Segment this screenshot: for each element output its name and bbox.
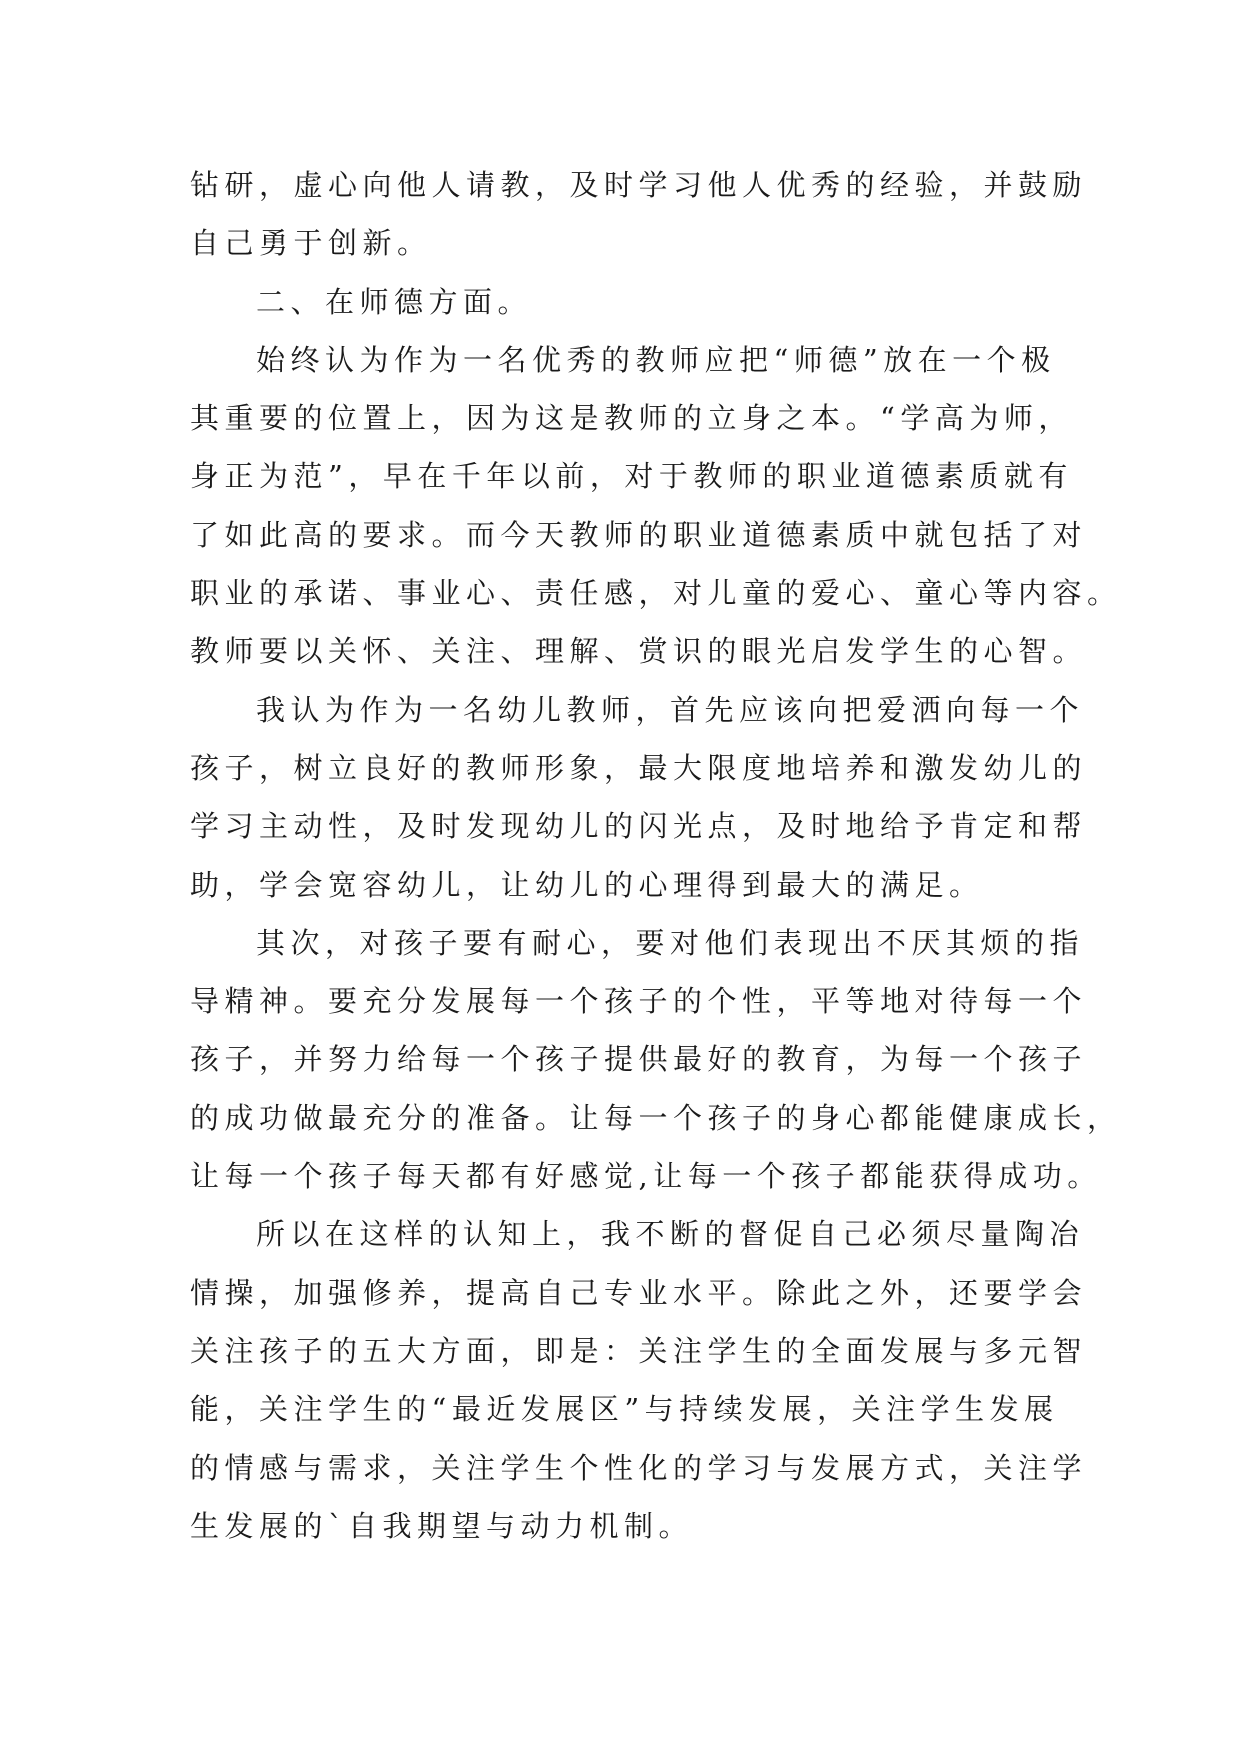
- text-line: 孩子，并努力给每一个孩子提供最好的教育，为每一个孩子: [190, 1042, 1088, 1077]
- text-line: 身正为范”，早在千年以前，对于教师的职业道德素质就有: [190, 459, 1073, 494]
- text-line: 职业的承诺、事业心、责任感，对儿童的爱心、童心等内容。: [190, 576, 1122, 611]
- text-line: 情操，加强修养，提高自己专业水平。除此之外，还要学会: [190, 1275, 1088, 1310]
- text-line: 的情感与需求，关注学生个性化的学习与发展方式，关注学: [190, 1450, 1088, 1485]
- text-line: 助，学会宽容幼儿，让幼儿的心理得到最大的满足。: [190, 867, 984, 902]
- text-line: 关注孩子的五大方面，即是：关注学生的全面发展与多元智: [190, 1333, 1088, 1368]
- section-heading: 二、在师德方面。: [256, 284, 533, 319]
- text-line: 了如此高的要求。而今天教师的职业道德素质中就包括了对: [190, 517, 1088, 552]
- text-line: 的成功做最充分的准备。让每一个孩子的身心都能健康成长，: [190, 1100, 1122, 1135]
- paragraph-start-line: 我认为作为一名幼儿教师，首先应该向把爱洒向每一个: [256, 692, 1085, 727]
- paragraph-start-line: 始终认为作为一名优秀的教师应把“师德”放在一个极: [256, 342, 1056, 377]
- text-line: 学习主动性，及时发现幼儿的闪光点，及时地给予肯定和帮: [190, 809, 1088, 844]
- text-line: 让每一个孩子每天都有好感觉,让每一个孩子都能获得成功。: [190, 1159, 1102, 1194]
- text-line: 导精神。要充分发展每一个孩子的个性，平等地对待每一个: [190, 984, 1088, 1019]
- text-line: 教师要以关怀、关注、理解、赏识的眼光启发学生的心智。: [190, 634, 1088, 669]
- text-line: 自己勇于创新。: [190, 226, 432, 261]
- document-body: [190, 156, 1122, 1555]
- text-line: 生发展的`自我期望与动力机制。: [190, 1508, 694, 1543]
- text-line: 孩子，树立良好的教师形象，最大限度地培养和激发幼儿的: [190, 750, 1088, 785]
- text-line: 其重要的位置上，因为这是教师的立身之本。“学高为师，: [190, 401, 1073, 436]
- text-line: 能，关注学生的“最近发展区”与持续发展，关注学生发展: [190, 1392, 1059, 1427]
- paragraph-start-line: 所以在这样的认知上，我不断的督促自己必须尽量陶冶: [256, 1217, 1085, 1252]
- text-line: 钻研，虚心向他人请教，及时学习他人优秀的经验，并鼓励: [190, 168, 1088, 202]
- paragraph-start-line: 其次，对孩子要有耐心，要对他们表现出不厌其烦的指: [256, 925, 1085, 960]
